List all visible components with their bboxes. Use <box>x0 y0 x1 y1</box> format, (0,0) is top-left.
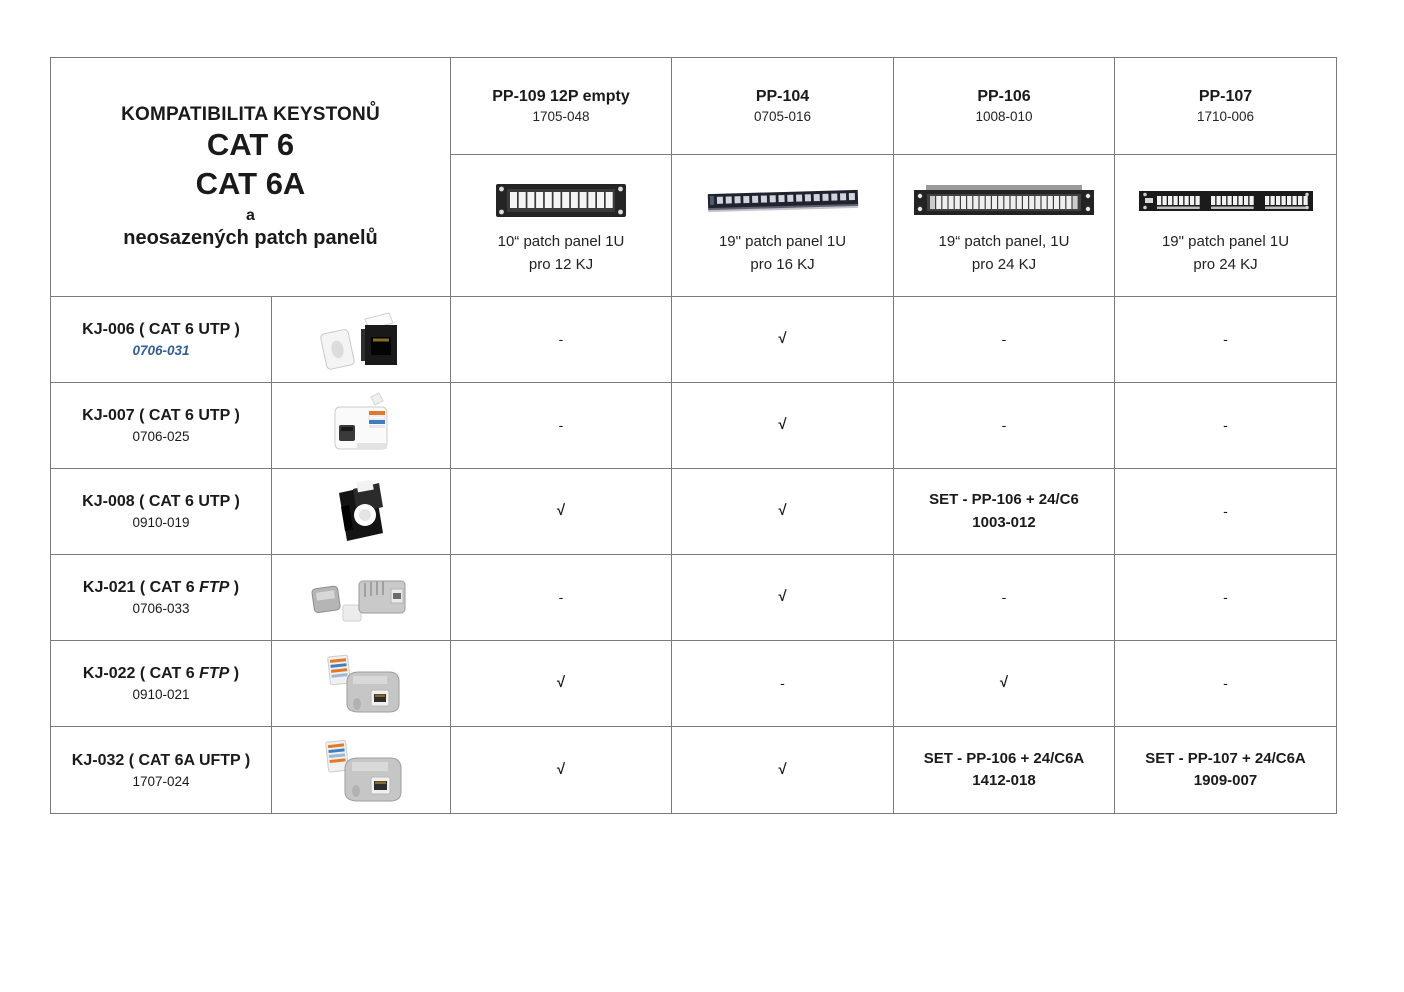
compat-mark: - <box>1001 330 1007 347</box>
compat-mark: SET - PP-106 + 24/C6 <box>929 491 1079 508</box>
compat-mark: √ <box>999 674 1009 692</box>
row-image-kj-007 <box>272 383 451 469</box>
compat-cell-kj032-pp104 <box>672 727 894 814</box>
compat-mark: - <box>558 330 564 347</box>
compat-cell-kj007-pp104 <box>672 383 894 469</box>
patch-panel-16port-icon <box>704 184 861 218</box>
keystone-code: 0706-031 <box>132 343 190 358</box>
compat-mark: √ <box>778 416 787 434</box>
keystone-name: KJ-032 ( CAT 6A UFTP ) <box>71 751 251 769</box>
row-label-kj-021 <box>51 555 272 641</box>
compat-cell-kj007-pp106 <box>894 383 1115 469</box>
column-image-pp109 <box>451 155 672 297</box>
column-code: 0705-016 <box>753 109 812 124</box>
compat-mark: - <box>1001 416 1007 433</box>
column-description <box>1162 231 1289 276</box>
column-code: 1705-048 <box>532 109 590 124</box>
column-name: PP-109 12P empty <box>492 88 630 105</box>
row-image-kj-006 <box>272 297 451 383</box>
column-name: PP-106 <box>977 88 1031 105</box>
keystone-name: KJ-007 ( CAT 6 UTP ) <box>82 407 240 424</box>
patch-panel-19in-24port-image <box>910 175 1098 227</box>
title-cat6a: CAT 6A <box>195 165 306 201</box>
column-description <box>939 231 1070 276</box>
column-name: PP-104 <box>755 88 810 105</box>
compat-mark: √ <box>556 760 566 778</box>
compat-cell-kj022-pp106 <box>894 641 1115 727</box>
column-image-pp104 <box>672 155 894 297</box>
row-label-kj-032 <box>51 727 272 814</box>
keystone-name: KJ-021 ( CAT 6 FTP ) <box>82 579 240 596</box>
patch-panel-24port-icon <box>910 178 1098 224</box>
title-cat6: CAT 6 <box>206 126 295 162</box>
keystone-code: 0706-025 <box>132 429 190 444</box>
row-image-kj-008 <box>272 469 451 555</box>
row-label-kj-022 <box>51 641 272 727</box>
patch-panel-19in-24port-grouped-image <box>1137 175 1315 227</box>
keystone-kj-008-icon <box>313 477 409 547</box>
keystone-code: 0706-033 <box>132 601 190 616</box>
compat-mark: - <box>1223 674 1228 691</box>
compat-mark: - <box>780 674 785 691</box>
compat-cell-kj022-pp109 <box>451 641 672 727</box>
row-label-kj-008 <box>51 469 272 555</box>
compat-cell-kj032-pp107 <box>1115 727 1337 814</box>
row-label-kj-006 <box>51 297 272 383</box>
column-image-pp106 <box>894 155 1115 297</box>
desc-line-2: pro 16 KJ <box>750 255 815 273</box>
keystone-code: 0910-021 <box>132 687 190 702</box>
compat-mark: √ <box>778 502 787 520</box>
row-image-kj-021 <box>272 555 451 641</box>
column-code: 1008-010 <box>975 109 1033 124</box>
compat-mark: - <box>1001 588 1007 605</box>
keystone-kj-007-icon <box>313 391 409 461</box>
keystone-name: KJ-008 ( CAT 6 UTP ) <box>82 493 240 510</box>
desc-line-2: pro 12 KJ <box>528 255 594 273</box>
patch-panel-12port-icon <box>494 179 628 223</box>
keystone-kj-022-icon <box>309 648 413 720</box>
title-line-1: KOMPATIBILITA KEYSTONŮ <box>121 103 380 125</box>
column-header-pp106 <box>894 58 1115 155</box>
compat-cell-kj032-pp106 <box>894 727 1115 814</box>
desc-line-1: 19“ patch panel, 1U <box>938 233 1070 250</box>
compat-cell-kj022-pp104 <box>672 641 894 727</box>
column-code: 1710-006 <box>1196 109 1255 124</box>
compat-mark: √ <box>556 674 566 692</box>
compat-cell-kj021-pp109 <box>451 555 672 641</box>
compat-mark-line2: 1003-012 <box>972 513 1036 531</box>
patch-panel-19in-16port-image <box>705 175 861 227</box>
compat-cell-kj006-pp109 <box>451 297 672 383</box>
compat-cell-kj008-pp109 <box>451 469 672 555</box>
compat-mark-line2: 1412-018 <box>972 772 1036 789</box>
compat-cell-kj008-pp107 <box>1115 469 1337 555</box>
compat-cell-kj021-pp106 <box>894 555 1115 641</box>
table-title-cell <box>51 58 451 297</box>
compat-cell-kj006-pp107 <box>1115 297 1337 383</box>
keystone-kj-021-icon <box>303 563 419 633</box>
desc-line-2: pro 24 KJ <box>1193 255 1258 273</box>
compat-cell-kj008-pp106 <box>894 469 1115 555</box>
compat-cell-kj022-pp107 <box>1115 641 1337 727</box>
compat-mark: √ <box>778 760 787 778</box>
compat-cell-kj021-pp104 <box>672 555 894 641</box>
desc-line-2: pro 24 KJ <box>971 255 1037 273</box>
compat-mark: - <box>558 416 564 433</box>
compat-mark: - <box>1223 416 1228 433</box>
compat-mark-line2: 1909-007 <box>1193 772 1258 789</box>
compat-cell-kj007-pp107 <box>1115 383 1337 469</box>
patch-panel-24port-grouped-icon <box>1137 185 1315 217</box>
compat-mark: SET - PP-107 + 24/C6A <box>1145 749 1306 767</box>
compatibility-table <box>50 57 1337 814</box>
row-image-kj-032 <box>272 727 451 814</box>
keystone-code: 1707-024 <box>132 773 190 789</box>
compat-mark: √ <box>778 330 787 348</box>
patch-panel-10in-12port-image <box>494 175 628 227</box>
compat-mark: √ <box>778 588 787 606</box>
keystone-name: KJ-022 ( CAT 6 FTP ) <box>82 665 240 682</box>
keystone-name: KJ-006 ( CAT 6 UTP ) <box>82 321 240 338</box>
compat-mark: - <box>1223 330 1228 347</box>
column-name: PP-107 <box>1198 88 1253 105</box>
keystone-code: 0910-019 <box>132 515 190 530</box>
compat-mark: - <box>1223 502 1228 519</box>
compat-cell-kj006-pp104 <box>672 297 894 383</box>
compat-mark: - <box>558 588 564 605</box>
compat-cell-kj021-pp107 <box>1115 555 1337 641</box>
compat-mark: - <box>1223 588 1228 605</box>
keystone-kj-032-icon <box>309 733 413 807</box>
compat-mark: SET - PP-106 + 24/C6A <box>923 749 1085 767</box>
column-image-pp107 <box>1115 155 1337 297</box>
column-description <box>719 231 846 276</box>
keystone-kj-006-icon <box>309 305 413 375</box>
row-image-kj-022 <box>272 641 451 727</box>
column-description <box>498 231 625 276</box>
row-label-kj-007 <box>51 383 272 469</box>
compat-cell-kj032-pp109 <box>451 727 672 814</box>
column-header-pp107 <box>1115 58 1337 155</box>
title-a: a <box>246 207 255 225</box>
column-header-pp109 <box>451 58 672 155</box>
compat-cell-kj008-pp104 <box>672 469 894 555</box>
title-line-5: neosazených patch panelů <box>123 227 378 250</box>
desc-line-1: 19" patch panel 1U <box>1161 233 1290 250</box>
desc-line-1: 10“ patch panel 1U <box>497 233 625 250</box>
column-header-pp104 <box>672 58 894 155</box>
compat-mark: √ <box>556 502 566 520</box>
compat-cell-kj006-pp106 <box>894 297 1115 383</box>
compat-cell-kj007-pp109 <box>451 383 672 469</box>
desc-line-1: 19" patch panel 1U <box>718 233 847 250</box>
